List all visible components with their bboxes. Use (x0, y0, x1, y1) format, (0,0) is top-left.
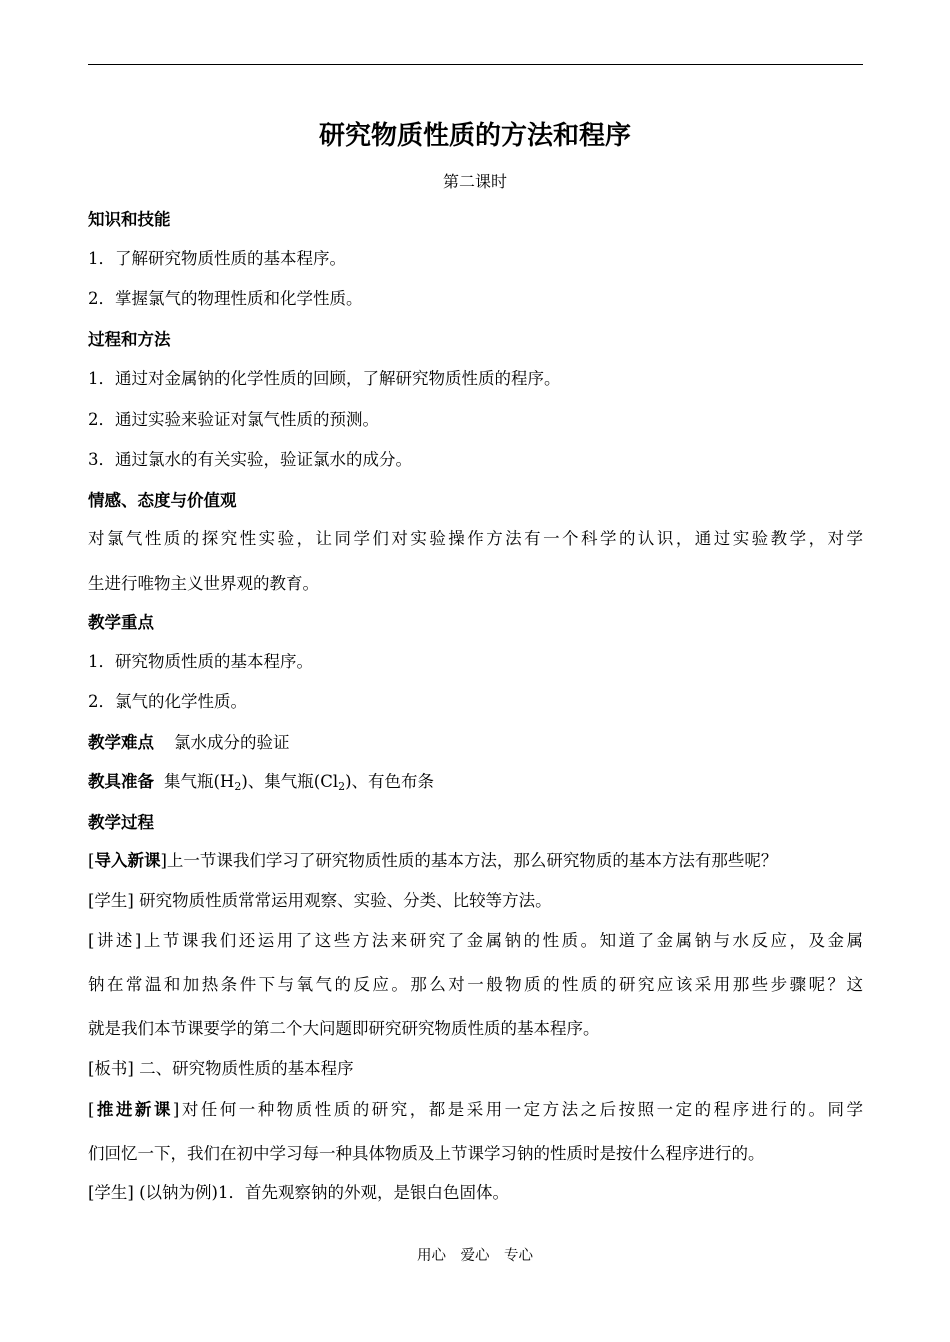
paragraph-line: 就是我们本节课要学的第二个大问题即研究研究物质性质的基本程序。 (88, 1019, 600, 1038)
bracket: ] (160, 851, 167, 870)
list-item: 3．通过氯水的有关实验，验证氯水的成分。 (88, 450, 412, 469)
equipment-text: )、集气瓶(Cl (241, 772, 339, 791)
equipment-text: 集气瓶(H (164, 772, 235, 791)
paragraph-line: [学生] 研究物质性质常常运用观察、实验、分类、比较等方法。 (88, 891, 552, 910)
section-heading-emotion: 情感、态度与价值观 (88, 491, 237, 510)
list-item: 2．氯气的化学性质。 (88, 692, 247, 711)
paragraph-line: 对氯气性质的探究性实验，让同学们对实验操作方法有一个科学的认识，通过实验教学，对学 (88, 529, 863, 548)
difficulty-text: 氯水成分的验证 (174, 733, 290, 752)
bracket: [ (88, 851, 95, 870)
list-item: 2．通过实验来验证对氯气性质的预测。 (88, 410, 379, 429)
section-heading-key-points: 教学重点 (88, 613, 154, 632)
intro-text: 上一节课我们学习了研究物质性质的基本方法，那么研究物质的基本方法有那些呢？ (166, 851, 778, 870)
paragraph-line: 们回忆一下，我们在初中学习每一种具体物质及上节课学习钠的性质时是按什么程序进行的。 (88, 1144, 765, 1163)
paragraph-line: 钠在常温和加热条件下与氧气的反应。那么对一般物质的性质的研究应该采用那些步骤呢？这 (88, 975, 863, 994)
advance-text: 对任何一种物质性质的研究，都是采用一定方法之后按照一定的程序进行的。同学 (179, 1100, 864, 1119)
intro-tag: 导入新课 (94, 851, 161, 870)
section-heading-process: 过程和方法 (88, 330, 171, 349)
list-item: 1．通过对金属钠的化学性质的回顾，了解研究物质性质的程序。 (88, 369, 561, 388)
page-footer: 用心 爱心 专心 (417, 1248, 533, 1264)
bracket: ] (172, 1100, 180, 1119)
paragraph-line: [讲述]上节课我们还运用了这些方法来研究了金属钠的性质。知道了金属钠与水反应，及金属 (88, 931, 863, 950)
page-title: 研究物质性质的方法和程序 (318, 121, 631, 151)
equipment-text: )、有色布条 (345, 772, 435, 791)
paragraph-line: [板书] 二、研究物质性质的基本程序 (88, 1059, 354, 1078)
intro-paragraph (88, 848, 888, 874)
header-rule (88, 64, 863, 65)
advance-tag: 推进新课 (94, 1100, 173, 1119)
paragraph-line: [学生] (以钠为例)1．首先观察钠的外观，是银白色固体。 (88, 1183, 509, 1202)
equipment-row (88, 769, 868, 795)
subscript: 2 (234, 780, 242, 793)
list-item: 2．掌握氯气的物理性质和化学性质。 (88, 289, 363, 308)
page-subtitle: 第二课时 (442, 172, 507, 191)
difficulty-row (88, 730, 868, 756)
difficulty-label: 教学难点 (88, 733, 154, 752)
subscript: 2 (338, 780, 346, 793)
bracket: [ (88, 1100, 95, 1119)
section-heading-teaching-process: 教学过程 (88, 813, 154, 832)
list-item: 1．了解研究物质性质的基本程序。 (88, 249, 346, 268)
paragraph-line: 生进行唯物主义世界观的教育。 (88, 574, 319, 593)
list-item: 1．研究物质性质的基本程序。 (88, 652, 313, 671)
advance-paragraph (88, 1097, 863, 1123)
equipment-label: 教具准备 (88, 772, 154, 791)
section-heading-knowledge: 知识和技能 (88, 210, 171, 229)
